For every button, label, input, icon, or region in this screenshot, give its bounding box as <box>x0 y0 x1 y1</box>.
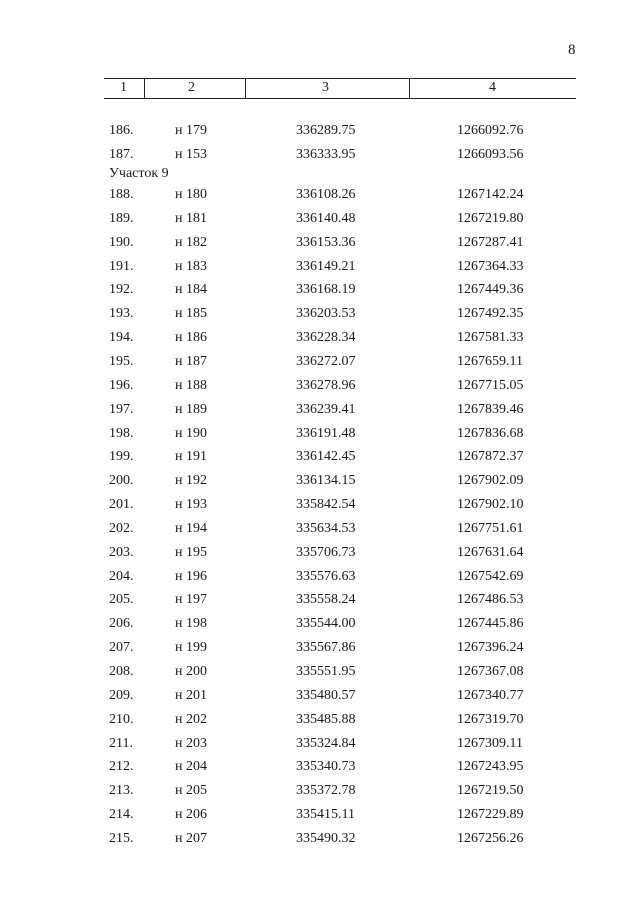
table-row <box>0 807 639 827</box>
coord-y: 1267319.70 <box>457 711 524 727</box>
coord-x: 336272.07 <box>296 353 356 369</box>
row-number: 187. <box>109 146 134 162</box>
coord-x: 335634.53 <box>296 520 356 536</box>
coord-x: 335372.78 <box>296 783 356 799</box>
coord-y: 1267492.35 <box>457 306 524 322</box>
row-number: 197. <box>109 401 134 417</box>
coord-x: 336149.21 <box>296 258 356 274</box>
header-col-4: 4 <box>489 80 496 95</box>
table-row <box>0 688 639 708</box>
row-number: 210. <box>109 711 134 727</box>
coord-x: 335485.88 <box>296 711 356 727</box>
coord-x: 336333.95 <box>296 146 356 162</box>
row-number: 204. <box>109 568 134 584</box>
coord-x: 336134.15 <box>296 473 356 489</box>
coord-y: 1266093.56 <box>457 146 524 162</box>
point-id: н 198 <box>175 616 207 632</box>
coord-y: 1267486.53 <box>457 592 524 608</box>
coord-y: 1267751.61 <box>457 520 524 536</box>
header-col-3: 3 <box>322 80 329 95</box>
table-row <box>0 211 639 231</box>
point-id: н 179 <box>175 123 207 138</box>
row-number: 199. <box>109 449 134 465</box>
point-id: н 181 <box>175 210 207 226</box>
row-number: 189. <box>109 210 134 226</box>
point-id: н 186 <box>175 330 207 346</box>
table-row <box>0 640 639 660</box>
coord-y: 1267229.89 <box>457 807 524 823</box>
row-number: 206. <box>109 616 134 632</box>
coord-x: 336239.41 <box>296 401 356 417</box>
point-id: н 200 <box>175 664 207 679</box>
row-number: 215. <box>109 830 134 846</box>
header-separator <box>409 79 410 98</box>
table-row <box>0 497 639 517</box>
coord-y: 1267142.24 <box>457 187 524 202</box>
coord-x: 335340.73 <box>296 759 356 775</box>
table-row <box>0 354 639 374</box>
table-row <box>0 147 639 167</box>
table-row <box>0 426 639 446</box>
coord-x: 335480.57 <box>296 687 356 703</box>
row-number: 212. <box>109 759 134 775</box>
table-row <box>0 521 639 541</box>
point-id: н 197 <box>175 592 207 608</box>
coord-x: 335551.95 <box>296 664 356 679</box>
coord-y: 1267219.50 <box>457 783 524 799</box>
coord-x: 336140.48 <box>296 210 356 226</box>
point-id: н 202 <box>175 711 207 727</box>
row-number: 208. <box>109 664 134 679</box>
table-row <box>0 235 639 255</box>
coord-x: 335567.86 <box>296 640 356 656</box>
point-id: н 187 <box>175 353 207 369</box>
table-header <box>104 78 576 99</box>
point-id: н 194 <box>175 520 207 536</box>
coord-y: 1267872.37 <box>457 449 524 465</box>
coord-y: 1267367.08 <box>457 664 524 679</box>
coord-y: 1267902.10 <box>457 497 524 513</box>
coord-y: 1267309.11 <box>457 735 523 751</box>
point-id: н 207 <box>175 830 207 846</box>
row-number: 196. <box>109 377 134 393</box>
row-number: 214. <box>109 807 134 823</box>
row-number: 194. <box>109 330 134 346</box>
row-number: 186. <box>109 123 134 138</box>
point-id: н 184 <box>175 282 207 298</box>
table-row <box>0 402 639 422</box>
coord-y: 1267902.09 <box>457 473 524 489</box>
coord-y: 1267449.36 <box>457 282 524 298</box>
point-id: н 204 <box>175 759 207 775</box>
coord-y: 1267715.05 <box>457 377 524 393</box>
header-separator <box>144 79 145 98</box>
table-row <box>0 378 639 398</box>
coord-y: 1267839.46 <box>457 401 524 417</box>
row-number: 195. <box>109 353 134 369</box>
table-row <box>0 664 639 684</box>
coord-x: 335706.73 <box>296 544 356 560</box>
point-id: н 183 <box>175 258 207 274</box>
row-number: 193. <box>109 306 134 322</box>
table-row <box>0 783 639 803</box>
row-number: 201. <box>109 497 134 513</box>
coord-y: 1267445.86 <box>457 616 524 632</box>
coord-x: 335558.24 <box>296 592 356 608</box>
point-id: н 195 <box>175 544 207 560</box>
point-id: н 188 <box>175 377 207 393</box>
table-row <box>0 569 639 589</box>
table-row <box>0 759 639 779</box>
coord-y: 1267256.26 <box>457 830 524 846</box>
row-number: 205. <box>109 592 134 608</box>
coord-y: 1267287.41 <box>457 234 524 250</box>
point-id: н 199 <box>175 640 207 656</box>
row-number: 191. <box>109 258 134 274</box>
coord-y: 1267396.24 <box>457 640 524 656</box>
point-id: н 180 <box>175 187 207 202</box>
coord-x: 335490.32 <box>296 830 356 846</box>
coord-x: 335576.63 <box>296 568 356 584</box>
row-number: 211. <box>109 735 133 751</box>
coord-y: 1267836.68 <box>457 425 524 441</box>
table-row <box>0 449 639 469</box>
point-id: н 192 <box>175 473 207 489</box>
point-id: н 185 <box>175 306 207 322</box>
table-row <box>0 592 639 612</box>
table-row <box>0 123 639 143</box>
row-number: 192. <box>109 282 134 298</box>
coord-y: 1267243.95 <box>457 759 524 775</box>
coord-x: 336168.19 <box>296 282 356 298</box>
point-id: н 203 <box>175 735 207 751</box>
row-number: 209. <box>109 687 134 703</box>
coord-x: 335415.11 <box>296 807 355 823</box>
coord-x: 335544.00 <box>296 616 356 632</box>
header-col-1: 1 <box>120 80 127 95</box>
coord-x: 335842.54 <box>296 497 356 513</box>
table-row <box>0 473 639 493</box>
coord-y: 1267631.64 <box>457 544 524 560</box>
coord-x: 336153.36 <box>296 234 356 250</box>
coord-y: 1267340.77 <box>457 687 524 703</box>
coord-y: 1266092.76 <box>457 123 524 138</box>
table-row <box>0 712 639 732</box>
page-number: 8 <box>568 42 576 58</box>
coord-y: 1267659.11 <box>457 353 523 369</box>
row-number: 198. <box>109 425 134 441</box>
section-title: Участок 9 <box>109 166 169 181</box>
row-number: 203. <box>109 544 134 560</box>
coord-y: 1267542.69 <box>457 568 524 584</box>
coord-x: 336278.96 <box>296 377 356 393</box>
point-id: н 189 <box>175 401 207 417</box>
row-number: 200. <box>109 473 134 489</box>
table-row <box>0 736 639 756</box>
table-row <box>0 187 639 207</box>
coord-x: 335324.84 <box>296 735 356 751</box>
table-row <box>0 616 639 636</box>
row-number: 202. <box>109 520 134 536</box>
coord-y: 1267219.80 <box>457 210 524 226</box>
coord-x: 336228.34 <box>296 330 356 346</box>
table-row <box>0 831 639 851</box>
table-row <box>0 282 639 302</box>
point-id: н 182 <box>175 234 207 250</box>
row-number: 207. <box>109 640 134 656</box>
table-row <box>0 306 639 326</box>
coord-x: 336108.26 <box>296 187 356 202</box>
coord-y: 1267581.33 <box>457 330 524 346</box>
coord-x: 336289.75 <box>296 123 356 138</box>
header-col-2: 2 <box>188 80 195 95</box>
point-id: н 201 <box>175 687 207 703</box>
table-row <box>0 259 639 279</box>
table-row <box>0 545 639 565</box>
row-number: 188. <box>109 187 134 202</box>
coord-x: 336191.48 <box>296 425 356 441</box>
point-id: н 191 <box>175 449 207 465</box>
point-id: н 205 <box>175 783 207 799</box>
coord-y: 1267364.33 <box>457 258 524 274</box>
coord-x: 336203.53 <box>296 306 356 322</box>
row-number: 213. <box>109 783 134 799</box>
coord-x: 336142.45 <box>296 449 356 465</box>
point-id: н 206 <box>175 807 207 823</box>
row-number: 190. <box>109 234 134 250</box>
header-separator <box>245 79 246 98</box>
point-id: н 193 <box>175 497 207 513</box>
table-row <box>0 330 639 350</box>
point-id: н 190 <box>175 425 207 441</box>
point-id: н 153 <box>175 146 207 162</box>
point-id: н 196 <box>175 568 207 584</box>
